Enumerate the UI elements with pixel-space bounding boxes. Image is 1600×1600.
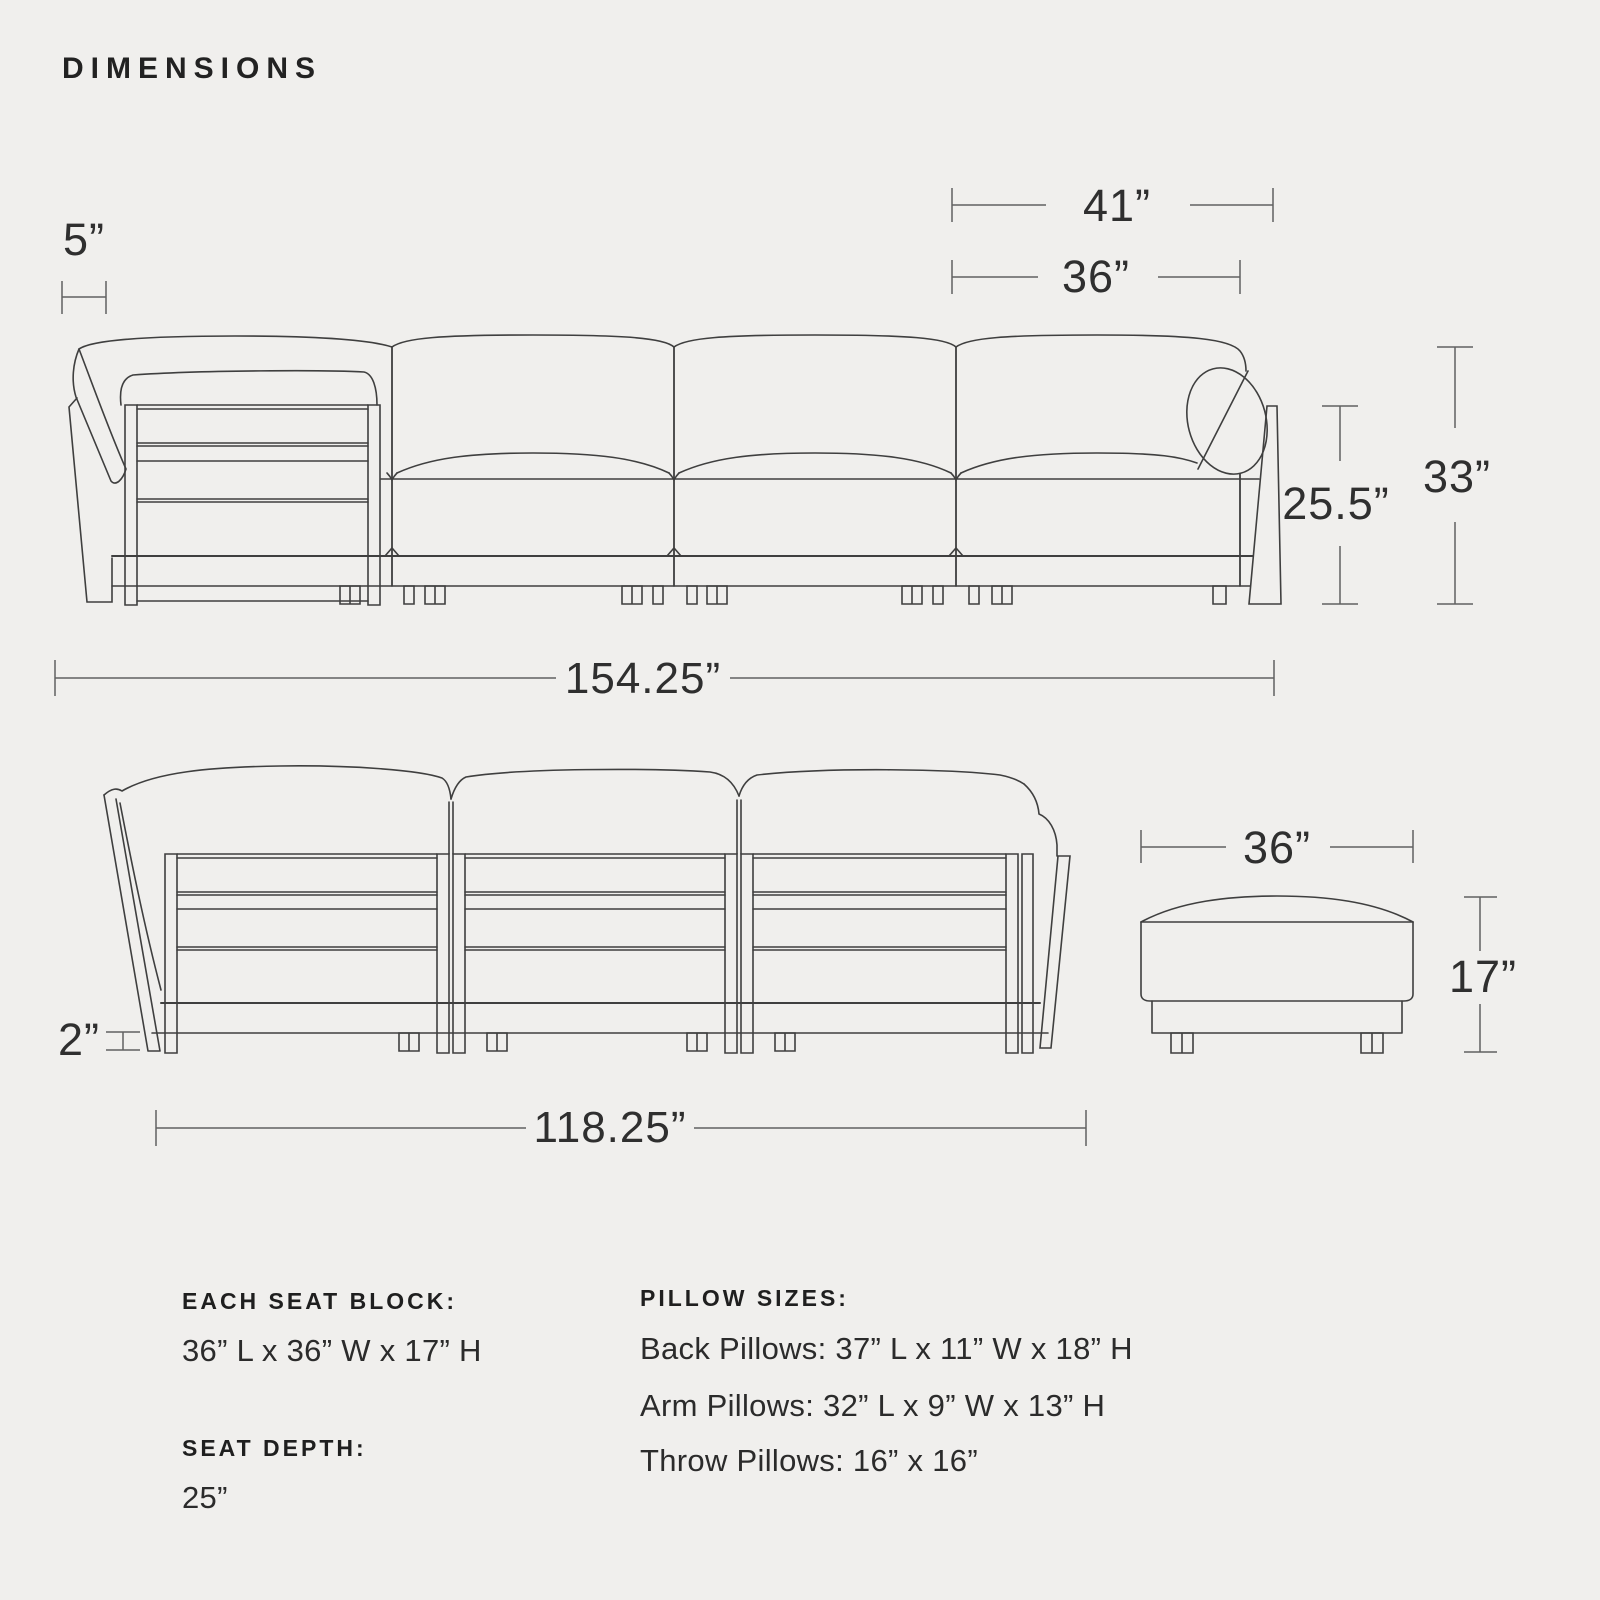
back-right-arm	[1022, 854, 1070, 1053]
spec-value-back-pillows: Back Pillows: 37” L x 11” W x 18” H	[640, 1331, 1133, 1366]
page-title: DIMENSIONS	[62, 52, 323, 85]
dim-label-end-seat-with-arm: 41”	[1082, 180, 1152, 231]
dim-label-ottoman-height: 17”	[1448, 951, 1518, 1002]
ottoman-base	[1152, 1001, 1402, 1033]
spec-value-arm-pillows: Arm Pillows: 32” L x 9” W x 13” H	[640, 1388, 1106, 1423]
spec-heading-seat-block: EACH SEAT BLOCK:	[182, 1288, 458, 1314]
side-back-cushion-1	[79, 336, 392, 349]
spec-value-seat-depth: 25”	[182, 1480, 228, 1515]
dim-label-seat-back-height: 25.5”	[1282, 478, 1390, 529]
side-back-cushion-3	[674, 335, 956, 347]
side-module-seams	[392, 347, 1240, 586]
back-right-corner-curves	[1024, 784, 1057, 856]
side-back-cushion-4	[956, 335, 1246, 371]
ottoman-body	[1141, 922, 1413, 1001]
spec-value-seat-block: 36” L x 36” W x 17” H	[182, 1333, 482, 1368]
side-right-arm	[1249, 406, 1281, 604]
dim-line-leg-height	[106, 1032, 140, 1050]
side-seat-cushions	[387, 453, 1197, 480]
back-frame-1	[165, 854, 449, 1053]
spec-heading-pillow-sizes: PILLOW SIZES:	[640, 1285, 849, 1311]
side-back-cushion-2	[392, 335, 674, 347]
side-corner-cushion	[121, 371, 378, 405]
dim-label-overall-length: 154.25”	[564, 654, 722, 703]
back-cushion-1	[104, 766, 451, 799]
side-legs	[340, 586, 1226, 604]
ottoman-cushion-dome	[1141, 896, 1413, 922]
ottoman-feet	[1171, 1033, 1383, 1053]
back-left-arm	[104, 795, 161, 1051]
back-frame-3	[741, 854, 1018, 1053]
dim-label-arm-width: 5”	[62, 214, 106, 265]
side-bolster-pillow	[1175, 359, 1278, 484]
dim-label-seat-width: 36”	[1061, 251, 1131, 302]
sectional-side-view-drawing	[69, 335, 1281, 605]
ottoman-drawing	[1141, 896, 1413, 1053]
dim-label-ottoman-width: 36”	[1242, 822, 1312, 873]
back-cushion-2	[451, 769, 739, 799]
back-cushion-3	[739, 770, 1024, 796]
spec-heading-seat-depth: SEAT DEPTH:	[182, 1435, 367, 1461]
dim-label-overall-width: 118.25”	[533, 1103, 687, 1152]
side-corner-wedge	[73, 349, 126, 483]
side-corner-frame	[125, 405, 380, 605]
back-junction-seams	[449, 800, 741, 854]
sectional-back-view-drawing	[104, 766, 1070, 1053]
dim-label-leg-height: 2”	[57, 1014, 101, 1065]
side-corner-panel	[69, 398, 112, 602]
spec-value-throw-pillows: Throw Pillows: 16” x 16”	[640, 1443, 978, 1478]
dim-label-overall-height: 33”	[1422, 451, 1492, 502]
back-frame-2	[453, 854, 737, 1053]
dim-line-arm-width	[62, 281, 106, 314]
back-feet	[399, 1033, 795, 1051]
